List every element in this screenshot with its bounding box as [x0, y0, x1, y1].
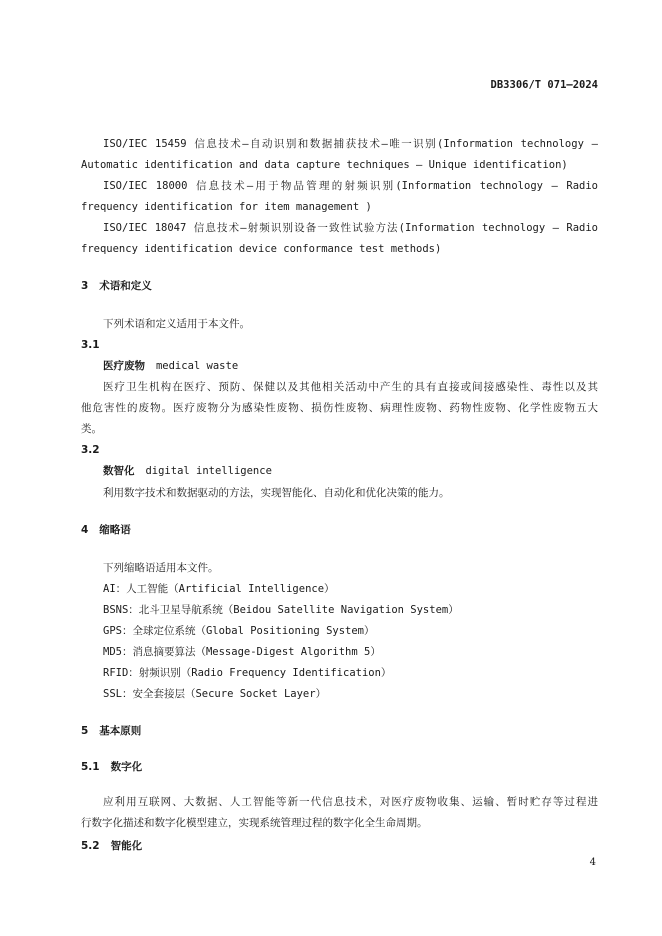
- document-code: DB3306/T 071—2024: [490, 79, 598, 91]
- term-3-1-number: 3.1: [81, 339, 100, 351]
- abbreviation-bsns: BSNS：北斗卫星导航系统（Beidou Satellite Navigation System）: [103, 604, 459, 616]
- section-3-number: 3: [81, 280, 89, 292]
- reference-3-line-1: ISO/IEC 18047 信息技术—射频识别设备一致性试验方法(Information technology – Radio: [103, 222, 598, 234]
- term-3-1-english: medical waste: [155, 360, 239, 372]
- section-4-heading: [81, 520, 131, 541]
- page-number: 4: [589, 857, 596, 868]
- term-3-2-english: digital intelligence: [145, 465, 272, 477]
- abbreviation-ai: AI：人工智能（Artificial Intelligence）: [103, 583, 335, 595]
- term-3-2-name: 数智化: [103, 465, 135, 477]
- reference-2-line-1: ISO/IEC 18000 信息技术—用于物品管理的射频识别(Information technology – Radio: [103, 180, 598, 192]
- term-3-1-name: 医疗废物: [103, 360, 145, 372]
- section-5-heading: [81, 721, 141, 742]
- section-5-1-number: 5.1: [81, 761, 100, 773]
- abbreviation-rfid: RFID：射频识别（Radio Frequency Identification）: [103, 667, 392, 679]
- section-5-number: 5: [81, 725, 89, 737]
- abbreviation-gps: GPS：全球定位系统（Global Positioning System）: [103, 625, 375, 637]
- term-3-1-definition-line-1: 医疗卫生机构在医疗、预防、保健以及其他相关活动中产生的具有直接或间接感染性、毒性以及其: [103, 381, 598, 393]
- section-5-2-title: 智能化: [110, 840, 143, 852]
- section-3-intro: 下列术语和定义适用于本文件。: [103, 318, 250, 330]
- section-5-1-title: 数字化: [110, 761, 143, 773]
- term-3-2-heading: [103, 461, 272, 482]
- section-4-number: 4: [81, 524, 89, 536]
- section-5-1-line-2: 行数字化描述和数字化模型建立，实现系统管理过程的数字化全生命周期。: [81, 817, 428, 829]
- reference-2-line-2: frequency identification for item management ): [81, 201, 372, 213]
- term-3-2-number: 3.2: [81, 444, 100, 456]
- section-3-heading: [81, 276, 152, 297]
- term-3-1-definition-line-3: 类。: [81, 423, 102, 435]
- section-5-2-heading: [81, 836, 142, 857]
- abbreviation-ssl: SSL：安全套接层（Secure Socket Layer）: [103, 688, 327, 700]
- term-3-1-heading: [103, 356, 238, 377]
- term-3-2-definition: 利用数字技术和数据驱动的方法，实现智能化、自动化和优化决策的能力。: [103, 487, 450, 499]
- section-5-title: 基本原则: [99, 725, 142, 737]
- section-5-1-line-1: 应利用互联网、大数据、人工智能等新一代信息技术，对医疗废物收集、运输、暂时贮存等过程进: [103, 796, 598, 808]
- section-5-1-heading: [81, 757, 142, 778]
- reference-3-line-2: frequency identification device conformance test methods): [81, 243, 442, 255]
- section-4-title: 缩略语: [99, 524, 131, 536]
- abbreviation-md5: MD5：消息摘要算法（Message-Digest Algorithm 5）: [103, 646, 381, 658]
- term-3-1-definition-line-2: 他危害性的废物。医疗废物分为感染性废物、损伤性废物、病理性废物、药物性废物、化学性废物五大: [81, 402, 598, 414]
- section-3-title: 术语和定义: [99, 280, 152, 292]
- section-5-2-number: 5.2: [81, 840, 100, 852]
- section-4-intro: 下列缩略语适用本文件。: [103, 562, 219, 574]
- reference-1-line-2: Automatic identification and data capture techniques — Unique identification): [81, 159, 568, 171]
- reference-1-line-1: ISO/IEC 15459 信息技术—自动识别和数据捕获技术—唯一识别(Information technology —: [103, 138, 598, 150]
